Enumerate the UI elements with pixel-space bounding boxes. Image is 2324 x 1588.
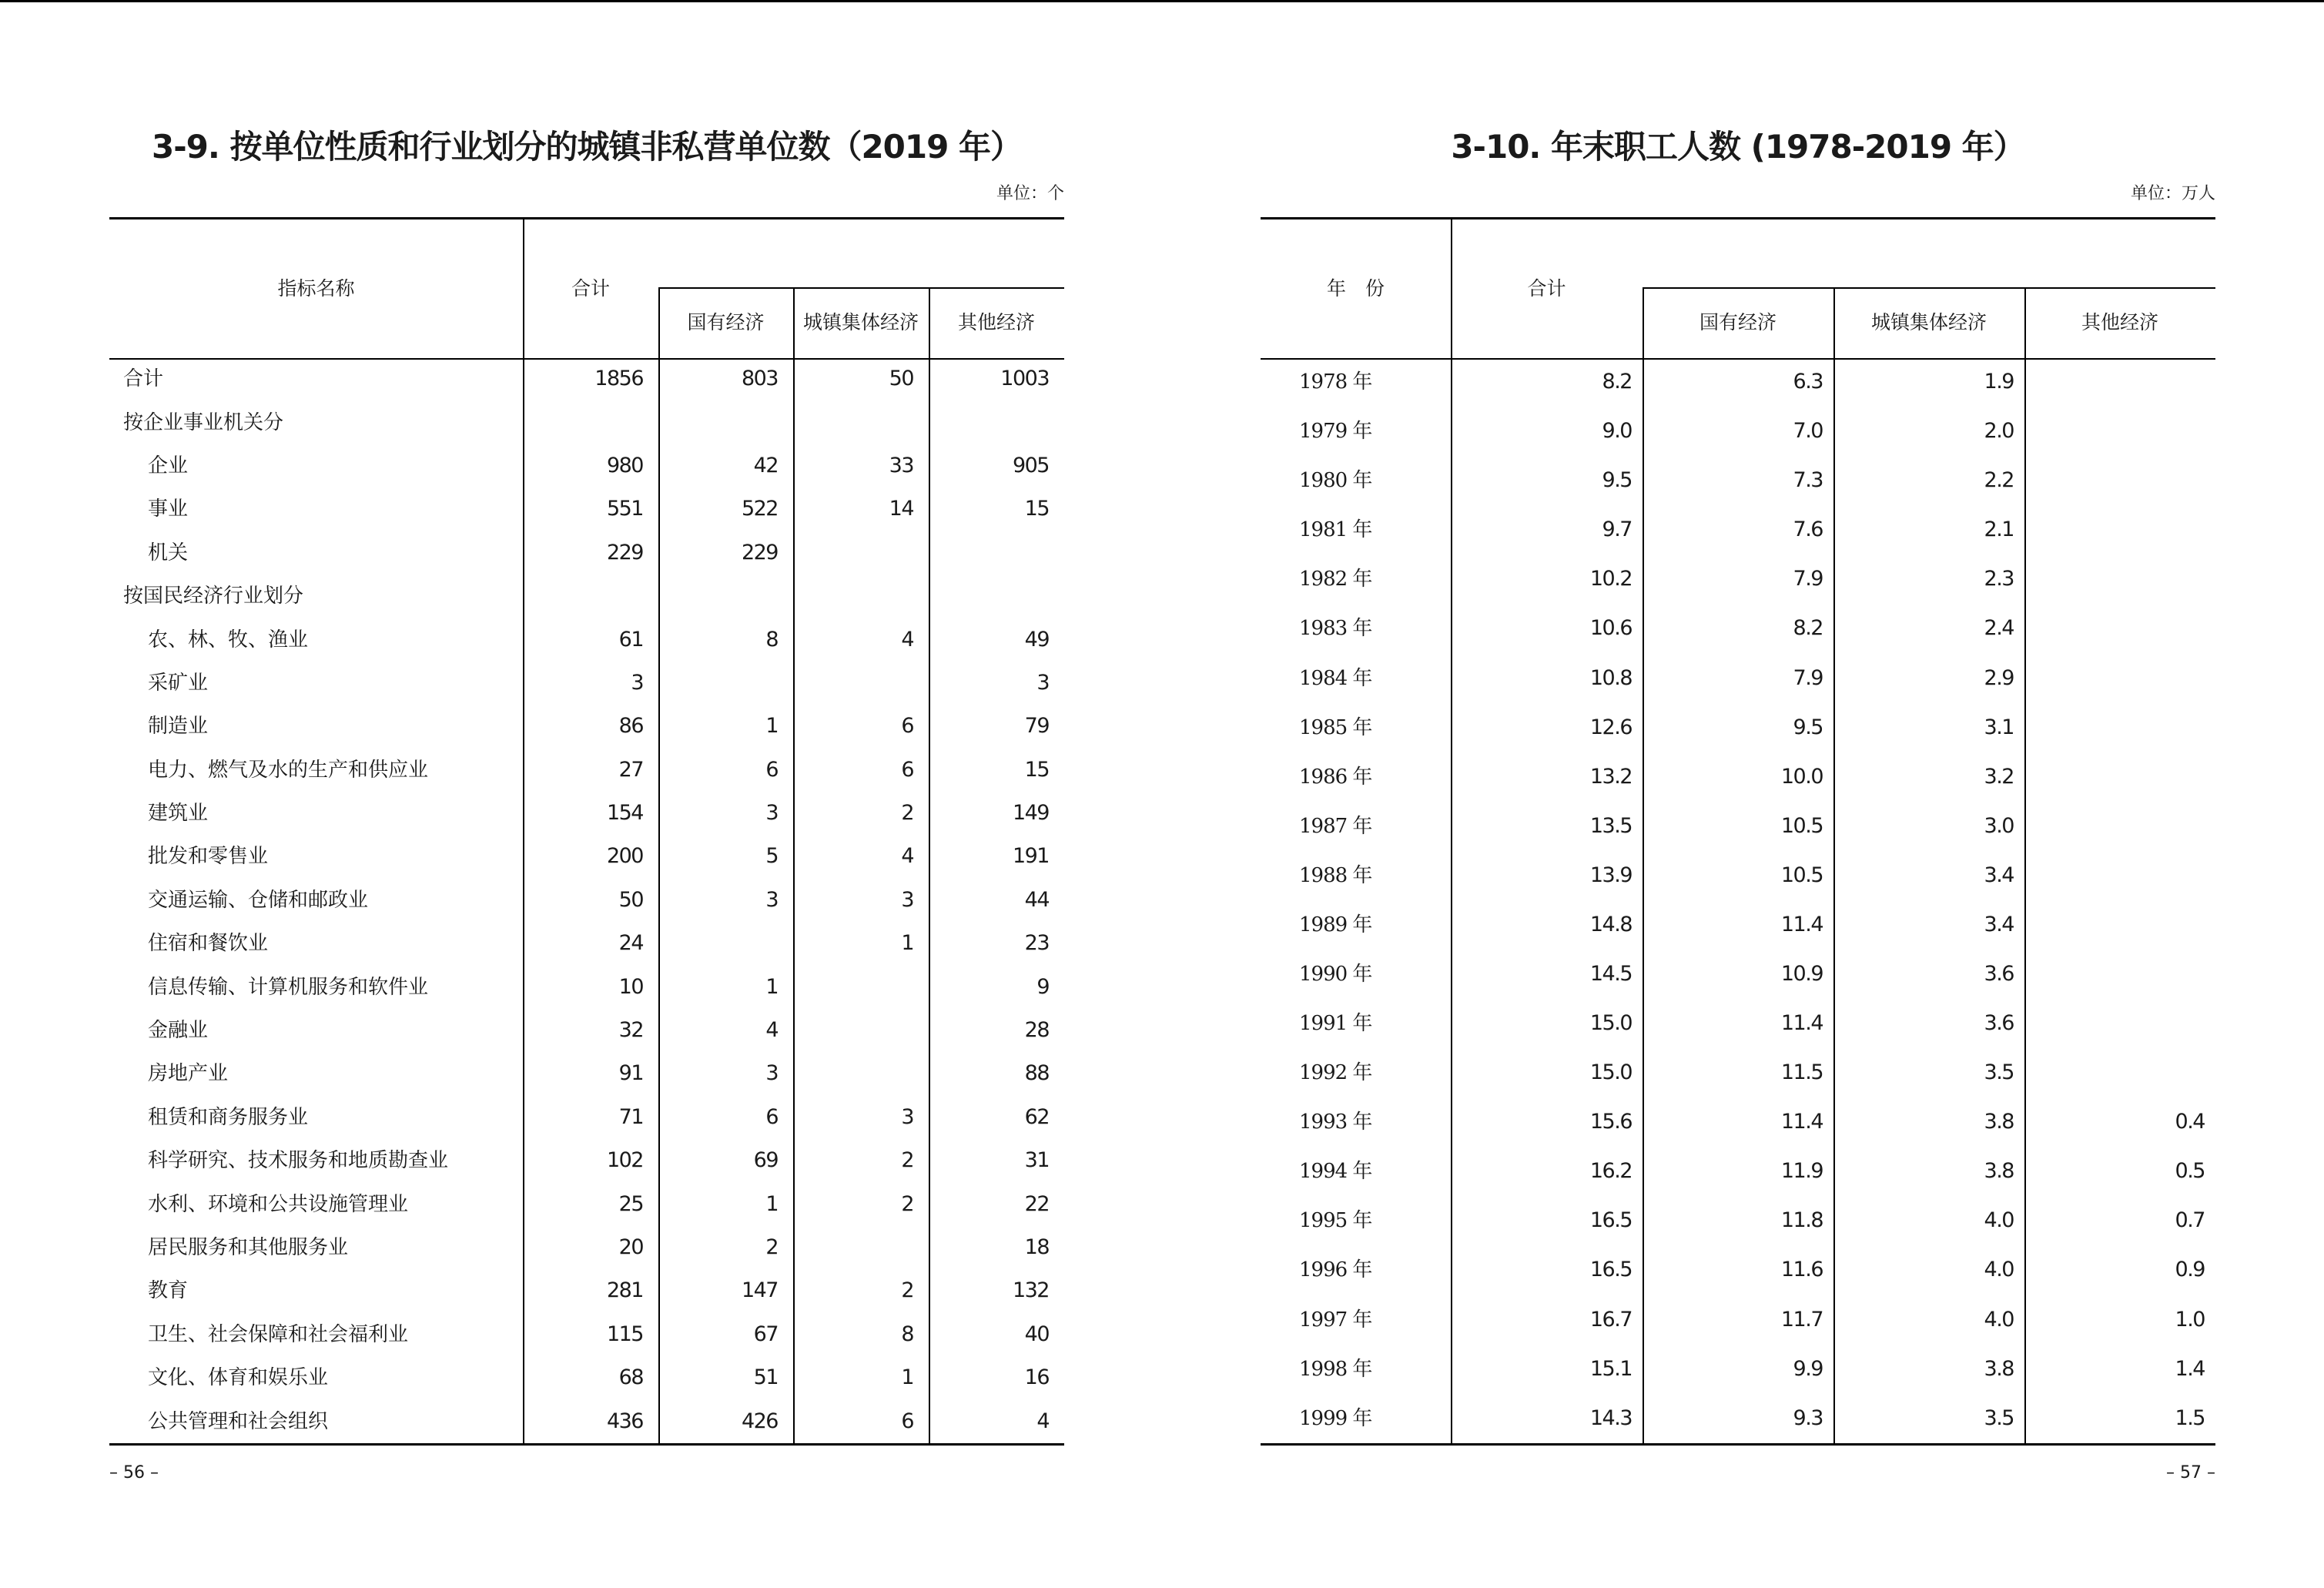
- cell-total: 10.2: [1589, 567, 1632, 591]
- cell-state: 426: [741, 1409, 778, 1433]
- col-header-state: 国有经济: [1699, 311, 1776, 333]
- col-header-total: 合计: [1527, 277, 1566, 300]
- cell-other: 0.7: [2175, 1208, 2205, 1233]
- table-row: [1261, 1107, 2215, 1137]
- cell-total: 980: [606, 453, 643, 477]
- table-row: [1261, 811, 2215, 842]
- table-row: [1261, 1008, 2215, 1039]
- table-row: [1261, 1354, 2215, 1385]
- table-row: [109, 1058, 1064, 1089]
- cell-other: 191: [1012, 844, 1049, 869]
- cell-total: 436: [606, 1409, 643, 1433]
- left-rows: [109, 357, 1064, 1443]
- cell-state: 9.9: [1793, 1356, 1823, 1381]
- row-label: 教育: [148, 1279, 189, 1303]
- cell-total: 200: [606, 844, 643, 869]
- cell-state: 11.7: [1780, 1307, 1823, 1332]
- cell-total: 91: [618, 1061, 643, 1086]
- right-page-number: – 57 –: [2166, 1463, 2215, 1482]
- header-subdivider: [658, 287, 1064, 289]
- cell-total: 115: [606, 1322, 643, 1346]
- cell-collective: 1: [901, 931, 913, 956]
- cell-state: 11.4: [1780, 912, 1823, 936]
- cell-state: 7.6: [1793, 518, 1823, 542]
- cell-state: 2: [765, 1235, 778, 1259]
- cell-collective: 14: [889, 497, 913, 521]
- cell-total: 551: [606, 497, 643, 521]
- cell-state: 3: [765, 1061, 778, 1086]
- cell-total: 9.5: [1602, 468, 1632, 493]
- cell-other: 79: [1024, 714, 1049, 739]
- cell-total: 10.6: [1589, 616, 1632, 641]
- cell-state: 3: [765, 887, 778, 912]
- row-label: 交通运输、仓储和邮政业: [148, 888, 369, 912]
- cell-collective: 4.0: [1984, 1307, 2014, 1332]
- cell-total: 10: [618, 974, 643, 999]
- cell-other: 15: [1024, 757, 1049, 782]
- table-row: [109, 928, 1064, 959]
- table-row: [1261, 762, 2215, 792]
- right-table-body: [1261, 357, 2215, 1446]
- cell-other: 132: [1012, 1278, 1049, 1303]
- table-row: [109, 1189, 1064, 1220]
- cell-total: 15.0: [1589, 1011, 1632, 1036]
- table-row: [1261, 860, 2215, 891]
- cell-collective: 3.0: [1984, 813, 2014, 838]
- table-row: [1261, 1205, 2215, 1236]
- table-row: [109, 363, 1064, 394]
- cell-other: 18: [1024, 1235, 1049, 1259]
- cell-other: 3: [1036, 670, 1049, 695]
- row-year: 1989 年: [1299, 913, 1372, 936]
- cell-state: 51: [753, 1365, 778, 1390]
- cell-total: 13.9: [1589, 863, 1632, 887]
- cell-total: 25: [618, 1191, 643, 1216]
- cell-collective: 3.4: [1984, 863, 2014, 887]
- row-label: 租赁和商务服务业: [148, 1105, 309, 1129]
- row-year: 1999 年: [1299, 1406, 1372, 1430]
- row-year: 1980 年: [1299, 469, 1372, 493]
- cell-state: 67: [753, 1322, 778, 1346]
- cell-total: 61: [618, 627, 643, 652]
- cell-state: 7.3: [1793, 468, 1823, 493]
- cell-state: 4: [765, 1018, 778, 1043]
- table-row: [109, 451, 1064, 481]
- cell-collective: 2.4: [1984, 616, 2014, 641]
- cell-total: 16.5: [1589, 1258, 1632, 1282]
- cell-state: 11.4: [1780, 1110, 1823, 1134]
- cell-collective: 2.2: [1984, 468, 2014, 493]
- table-row: [1261, 465, 2215, 496]
- cell-collective: 2.3: [1984, 567, 2014, 591]
- top-border-line: [0, 0, 2324, 2]
- cell-state: 3: [765, 801, 778, 826]
- cell-total: 3: [631, 670, 643, 695]
- table-row: [109, 1362, 1064, 1393]
- table-row: [109, 1275, 1064, 1306]
- cell-total: 13.2: [1589, 764, 1632, 789]
- cell-total: 15.1: [1589, 1356, 1632, 1381]
- row-year: 1978 年: [1299, 370, 1372, 394]
- cell-state: 11.4: [1780, 1011, 1823, 1036]
- cell-other: 15: [1024, 497, 1049, 521]
- table-row: [1261, 613, 2215, 644]
- row-year: 1995 年: [1299, 1209, 1372, 1233]
- cell-total: 27: [618, 757, 643, 782]
- cell-state: 803: [741, 367, 778, 391]
- cell-collective: 2.0: [1984, 419, 2014, 444]
- cell-collective: 2: [901, 1148, 913, 1173]
- cell-state: 9.3: [1793, 1405, 1823, 1430]
- row-year: 1985 年: [1299, 715, 1372, 739]
- table-row: [109, 798, 1064, 829]
- table-row: [1261, 1156, 2215, 1187]
- cell-state: 7.9: [1793, 665, 1823, 690]
- cell-total: 229: [606, 540, 643, 565]
- row-year: 1981 年: [1299, 518, 1372, 542]
- row-year: 1982 年: [1299, 568, 1372, 591]
- cell-other: 22: [1024, 1191, 1049, 1216]
- col-header-name: 指标名称: [277, 277, 355, 300]
- cell-other: 1.0: [2175, 1307, 2205, 1332]
- cell-other: 1003: [1000, 367, 1049, 391]
- cell-other: 62: [1024, 1104, 1049, 1129]
- cell-state: 522: [741, 497, 778, 521]
- left-table-body: [109, 357, 1064, 1446]
- cell-collective: 3.5: [1984, 1405, 2014, 1430]
- row-label: 按企业事业机关分: [123, 410, 284, 434]
- cell-other: 4: [1036, 1409, 1049, 1433]
- table-row: [1261, 564, 2215, 595]
- cell-state: 1: [765, 714, 778, 739]
- cell-collective: 6: [901, 714, 913, 739]
- cell-total: 14.8: [1589, 912, 1632, 936]
- row-label: 企业: [148, 454, 189, 477]
- cell-state: 229: [741, 540, 778, 565]
- left-page-number: – 56 –: [109, 1463, 159, 1482]
- cell-total: 154: [606, 801, 643, 826]
- cell-other: 44: [1024, 887, 1049, 912]
- cell-state: 10.5: [1780, 863, 1823, 887]
- table-row: [1261, 1057, 2215, 1088]
- table-row: [109, 1102, 1064, 1133]
- table-row: [109, 885, 1064, 916]
- cell-total: 86: [618, 714, 643, 739]
- cell-state: 6: [765, 757, 778, 782]
- col-header-year: 年 份: [1326, 277, 1385, 300]
- table-row: [109, 972, 1064, 1003]
- cell-collective: 4: [901, 627, 913, 652]
- table-row: [109, 711, 1064, 742]
- cell-collective: 3.2: [1984, 764, 2014, 789]
- cell-other: 16: [1024, 1365, 1049, 1390]
- row-label: 合计: [123, 367, 164, 391]
- table-row: [1261, 514, 2215, 545]
- cell-other: 88: [1024, 1061, 1049, 1086]
- row-year: 1997 年: [1299, 1308, 1372, 1332]
- cell-collective: 3.6: [1984, 1011, 2014, 1036]
- left-table-title: 3-9. 按单位性质和行业划分的城镇非私营单位数（2019 年）: [152, 128, 1022, 166]
- cell-state: 10.5: [1780, 813, 1823, 838]
- row-label: 卫生、社会保障和社会福利业: [148, 1322, 409, 1346]
- cell-state: 1: [765, 974, 778, 999]
- cell-collective: 3.4: [1984, 912, 2014, 936]
- cell-collective: 1.9: [1984, 370, 2014, 394]
- row-year: 1983 年: [1299, 617, 1372, 641]
- row-label: 批发和零售业: [148, 845, 269, 869]
- cell-state: 7.0: [1793, 419, 1823, 444]
- cell-total: 50: [618, 887, 643, 912]
- cell-other: 149: [1012, 801, 1049, 826]
- cell-collective: 3.8: [1984, 1356, 2014, 1381]
- cell-other: 40: [1024, 1322, 1049, 1346]
- cell-total: 1856: [594, 367, 643, 391]
- cell-total: 102: [606, 1148, 643, 1173]
- cell-total: 281: [606, 1278, 643, 1303]
- col-header-collective: 城镇集体经济: [1870, 311, 1987, 333]
- cell-state: 8: [765, 627, 778, 652]
- table-row: [1261, 1403, 2215, 1434]
- row-label: 按国民经济行业划分: [123, 585, 304, 608]
- cell-total: 15.0: [1589, 1060, 1632, 1085]
- cell-total: 16.5: [1589, 1208, 1632, 1233]
- cell-state: 11.9: [1780, 1159, 1823, 1184]
- cell-total: 12.6: [1589, 715, 1632, 739]
- row-label: 事业: [148, 498, 189, 521]
- row-label: 建筑业: [148, 802, 209, 826]
- table-row: [109, 1319, 1064, 1350]
- right-rows: [1261, 357, 2215, 1443]
- cell-other: 0.9: [2175, 1258, 2205, 1282]
- cell-other: 31: [1024, 1148, 1049, 1173]
- cell-collective: 8: [901, 1322, 913, 1346]
- cell-state: 69: [753, 1148, 778, 1173]
- row-label: 水利、环境和公共设施管理业: [148, 1192, 409, 1216]
- cell-state: 11.5: [1780, 1060, 1823, 1085]
- table-row: [109, 755, 1064, 786]
- cell-state: 7.9: [1793, 567, 1823, 591]
- cell-total: 71: [618, 1104, 643, 1129]
- cell-collective: 2: [901, 1191, 913, 1216]
- row-year: 1994 年: [1299, 1160, 1372, 1184]
- cell-other: 905: [1012, 453, 1049, 477]
- header-subdivider: [1643, 287, 2215, 289]
- col-header-total: 合计: [571, 277, 610, 300]
- cell-state: 6: [765, 1104, 778, 1129]
- cell-total: 14.3: [1589, 1405, 1632, 1430]
- table-row: [1261, 663, 2215, 694]
- right-unit-label: 单位：万人: [2130, 184, 2215, 203]
- row-year: 1979 年: [1299, 420, 1372, 444]
- row-label: 房地产业: [148, 1062, 229, 1086]
- table-row: [1261, 959, 2215, 990]
- cell-collective: 3.8: [1984, 1159, 2014, 1184]
- cell-collective: 50: [889, 367, 913, 391]
- row-label: 制造业: [148, 715, 209, 739]
- row-label: 住宿和餐饮业: [148, 932, 269, 956]
- table-row: [109, 1232, 1064, 1263]
- table-row: [1261, 1255, 2215, 1285]
- table-row: [109, 1145, 1064, 1176]
- cell-total: 15.6: [1589, 1110, 1632, 1134]
- table-row: [109, 407, 1064, 438]
- cell-state: 5: [765, 844, 778, 869]
- row-year: 1993 年: [1299, 1111, 1372, 1134]
- cell-collective: 3.6: [1984, 961, 2014, 986]
- cell-collective: 6: [901, 757, 913, 782]
- cell-other: 23: [1024, 931, 1049, 956]
- cell-collective: 3: [901, 1104, 913, 1129]
- table-row: [109, 841, 1064, 872]
- cell-other: 1.5: [2175, 1405, 2205, 1430]
- table-row: [1261, 712, 2215, 743]
- left-table-header: [109, 217, 1064, 360]
- row-year: 1992 年: [1299, 1061, 1372, 1085]
- row-label: 文化、体育和娱乐业: [148, 1366, 329, 1390]
- table-row: [1261, 1305, 2215, 1335]
- cell-total: 8.2: [1602, 370, 1632, 394]
- table-row: [109, 581, 1064, 611]
- cell-state: 10.0: [1780, 764, 1823, 789]
- right-table-title: 3-10. 年末职工人数 (1978-2019 年）: [1451, 128, 2025, 166]
- col-header-other: 其他经济: [2081, 311, 2158, 333]
- cell-other: 49: [1024, 627, 1049, 652]
- cell-state: 1: [765, 1191, 778, 1216]
- right-table-header: [1261, 217, 2215, 360]
- cell-collective: 4.0: [1984, 1208, 2014, 1233]
- col-header-state: 国有经济: [687, 311, 765, 333]
- cell-total: 16.7: [1589, 1307, 1632, 1332]
- row-year: 1991 年: [1299, 1012, 1372, 1036]
- row-year: 1988 年: [1299, 863, 1372, 887]
- cell-total: 68: [618, 1365, 643, 1390]
- cell-other: 1.4: [2175, 1356, 2205, 1381]
- cell-collective: 3.1: [1984, 715, 2014, 739]
- cell-other: 28: [1024, 1018, 1049, 1043]
- cell-state: 11.6: [1780, 1258, 1823, 1282]
- cell-collective: 33: [889, 453, 913, 477]
- row-label: 金融业: [148, 1019, 209, 1043]
- cell-collective: 2: [901, 1278, 913, 1303]
- cell-state: 10.9: [1780, 961, 1823, 986]
- left-unit-label: 单位：个: [996, 184, 1064, 203]
- table-row: [109, 668, 1064, 699]
- cell-other: 9: [1036, 974, 1049, 999]
- cell-state: 42: [753, 453, 778, 477]
- row-label: 电力、燃气及水的生产和供应业: [148, 758, 429, 782]
- cell-total: 9.7: [1602, 518, 1632, 542]
- row-year: 1987 年: [1299, 814, 1372, 838]
- table-row: [109, 538, 1064, 568]
- cell-collective: 3.5: [1984, 1060, 2014, 1085]
- row-label: 农、林、牧、渔业: [148, 628, 309, 652]
- cell-total: 20: [618, 1235, 643, 1259]
- cell-collective: 6: [901, 1409, 913, 1433]
- col-header-other: 其他经济: [957, 311, 1035, 333]
- row-year: 1998 年: [1299, 1357, 1372, 1381]
- cell-total: 9.0: [1602, 419, 1632, 444]
- cell-total: 10.8: [1589, 665, 1632, 690]
- row-label: 信息传输、计算机服务和软件业: [148, 975, 429, 999]
- cell-collective: 2.9: [1984, 665, 2014, 690]
- table-row: [109, 1015, 1064, 1046]
- table-row: [1261, 910, 2215, 940]
- cell-total: 14.5: [1589, 961, 1632, 986]
- row-label: 机关: [148, 541, 189, 565]
- table-row: [1261, 367, 2215, 397]
- cell-total: 24: [618, 931, 643, 956]
- cell-total: 16.2: [1589, 1159, 1632, 1184]
- row-year: 1984 年: [1299, 666, 1372, 690]
- cell-state: 147: [741, 1278, 778, 1303]
- cell-state: 8.2: [1793, 616, 1823, 641]
- row-year: 1996 年: [1299, 1258, 1372, 1282]
- cell-collective: 2: [901, 801, 913, 826]
- cell-state: 6.3: [1793, 370, 1823, 394]
- cell-collective: 2.1: [1984, 518, 2014, 542]
- table-row: [109, 1406, 1064, 1437]
- row-year: 1986 年: [1299, 765, 1372, 789]
- cell-collective: 4.0: [1984, 1258, 2014, 1282]
- col-header-collective: 城镇集体经济: [802, 311, 919, 333]
- cell-other: 0.4: [2175, 1110, 2205, 1134]
- cell-collective: 3.8: [1984, 1110, 2014, 1134]
- row-year: 1990 年: [1299, 962, 1372, 986]
- table-row: [109, 625, 1064, 655]
- cell-collective: 3: [901, 887, 913, 912]
- cell-state: 9.5: [1793, 715, 1823, 739]
- cell-total: 13.5: [1589, 813, 1632, 838]
- row-label: 公共管理和社会组织: [148, 1409, 329, 1433]
- table-row: [1261, 416, 2215, 447]
- row-label: 科学研究、技术服务和地质勘查业: [148, 1149, 449, 1173]
- cell-collective: 4: [901, 844, 913, 869]
- table-row: [109, 494, 1064, 524]
- row-label: 采矿业: [148, 671, 209, 695]
- cell-state: 11.8: [1780, 1208, 1823, 1233]
- cell-collective: 1: [901, 1365, 913, 1390]
- row-label: 居民服务和其他服务业: [148, 1236, 349, 1259]
- cell-total: 32: [618, 1018, 643, 1043]
- cell-other: 0.5: [2175, 1159, 2205, 1184]
